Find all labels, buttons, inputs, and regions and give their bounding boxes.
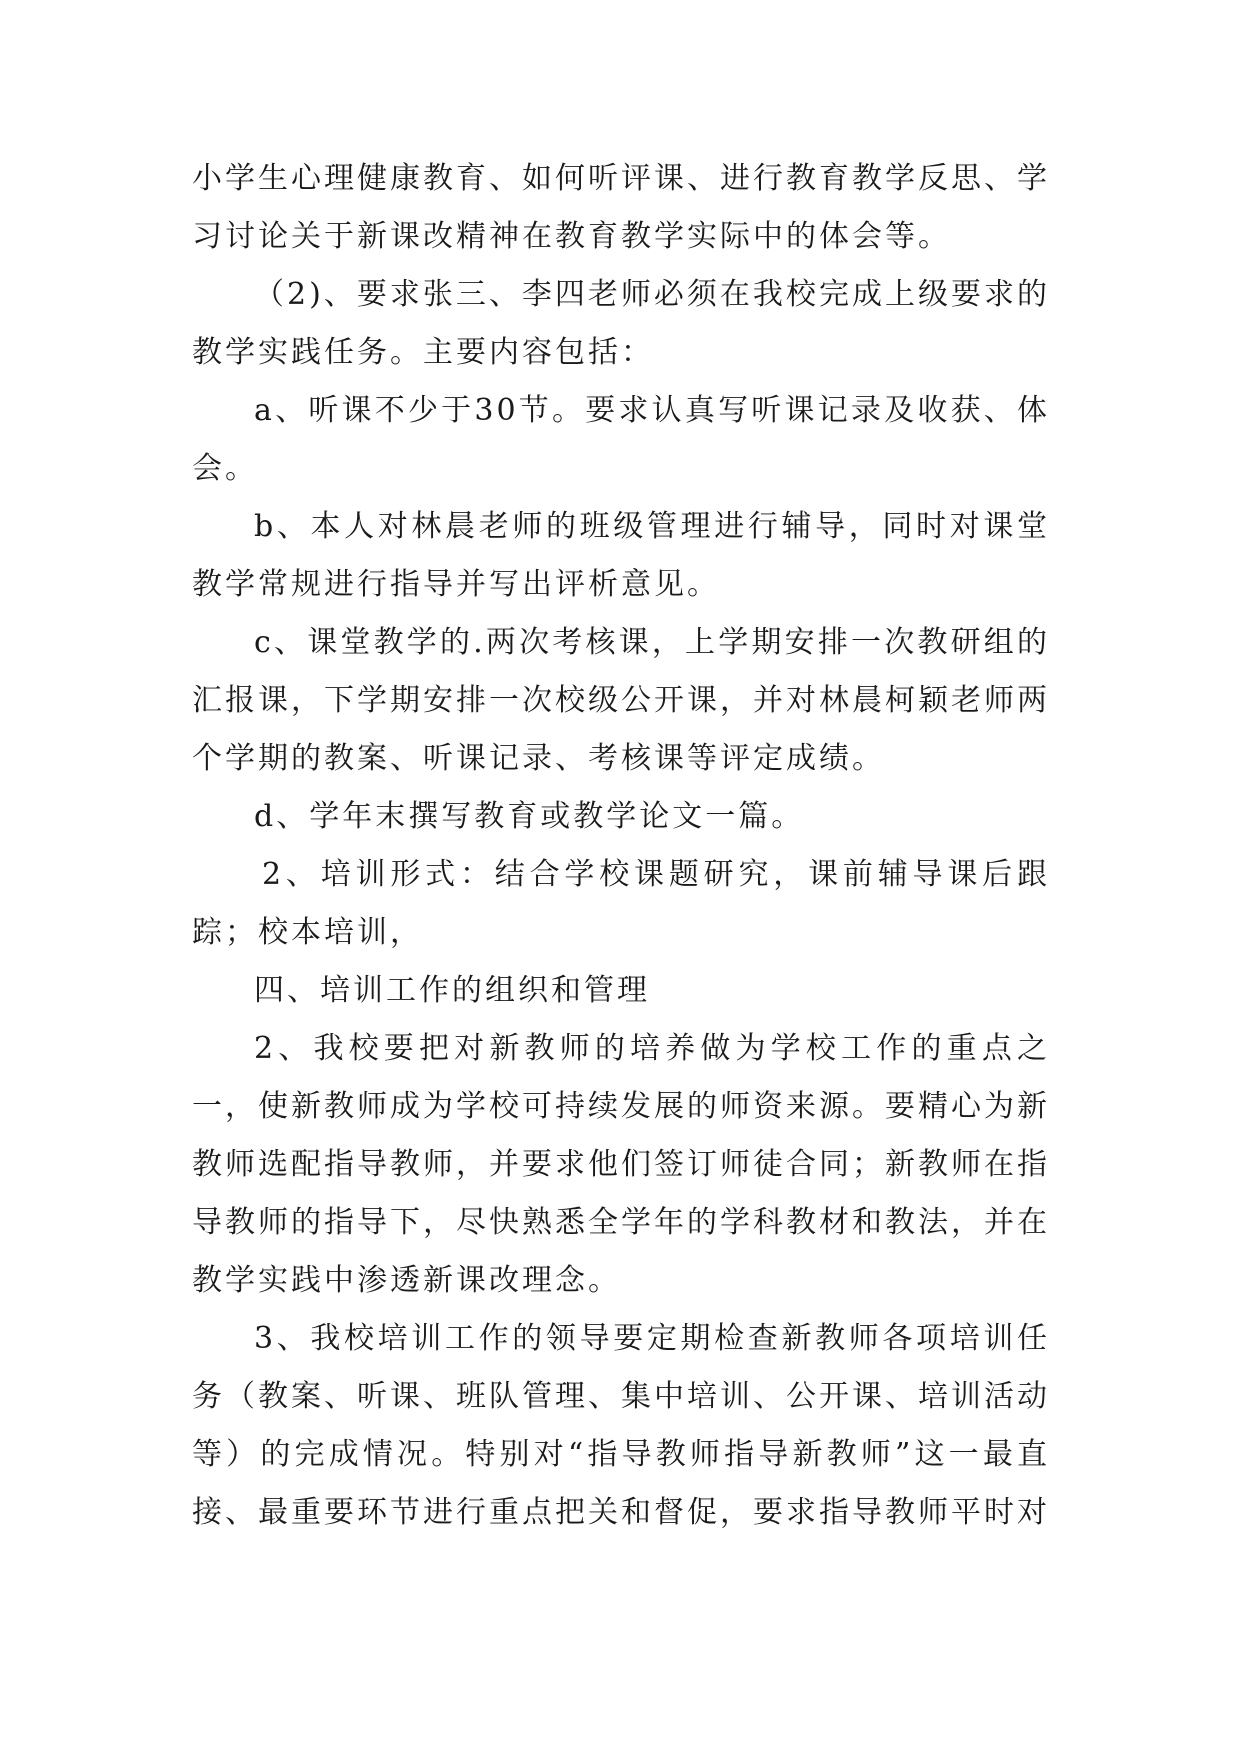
paragraph-continuation: 小学生心理健康教育、如何听评课、进行教育教学反思、学习讨论关于新课改精神在教育教学实际中的体会等。 bbox=[192, 161, 1050, 254]
paragraph-item-c: c、课堂教学的.两次考核课，上学期安排一次教研组的汇报课，下学期安排一次校级公开课，并对林晨柯颖老师两个学期的教案、听课记录、考核课等评定成绩。 bbox=[192, 625, 1050, 776]
paragraph-training-form: 2、培训形式：结合学校课题研究，课前辅导课后跟踪；校本培训， bbox=[192, 857, 1050, 950]
paragraph-item-d: d、学年末撰写教育或教学论文一篇。 bbox=[254, 799, 805, 834]
paragraph-management-3: 3、我校培训工作的领导要定期检查新教师各项培训任务（教案、听课、班队管理、集中培训、公开课、培训活动等）的完成情况。特别对“指导教师指导新教师”这一最直接、最重要环节进行重点把关和督促，要求指导教师平时对 bbox=[192, 1321, 1050, 1530]
section-heading-4: 四、培训工作的组织和管理 bbox=[254, 973, 650, 1008]
paragraph-item-b: b、本人对林晨老师的班级管理进行辅导，同时对课堂教学常规进行指导并写出评析意见。 bbox=[192, 509, 1050, 602]
paragraph-management-2: 2、我校要把对新教师的培养做为学校工作的重点之一，使新教师成为学校可持续发展的师资来源。要精心为新教师选配指导教师，并要求他们签订师徒合同；新教师在指导教师的指导下，尽快熟悉全学年的学科教材和教法，并在教学实践中渗透新课改理念。 bbox=[192, 1031, 1050, 1298]
document-body bbox=[192, 150, 1050, 1542]
paragraph-item-a: a、听课不少于30节。要求认真写听课记录及收获、体会。 bbox=[192, 393, 1050, 486]
paragraph-requirement-2: （2)、要求张三、李四老师必须在我校完成上级要求的教学实践任务。主要内容包括： bbox=[192, 277, 1050, 370]
